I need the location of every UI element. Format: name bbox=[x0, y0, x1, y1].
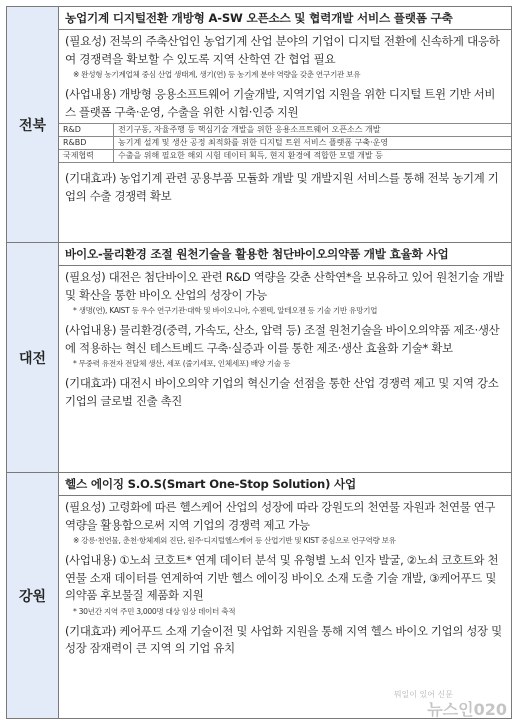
content-note: * 30년간 지역 주민 3,000명 대상 임상 데이터 축적 bbox=[73, 606, 236, 616]
row-value: 수출을 위해 필요한 해외 시험 데이터 획득, 현지 환경에 적합한 모델 개발 등 bbox=[114, 150, 512, 163]
region-content bbox=[59, 7, 511, 242]
need-item: (필요성) 전북의 주축산업인 농업기계 산업 분야의 기업이 디지털 전환에 신속하게 대응하여 경쟁력을 확보할 수 있도록 지역 산학연 간 협업 필요 bbox=[65, 34, 500, 66]
row-value: 전기구동, 자율주행 등 핵심기술 개발을 위한 응용소프트웨어 오픈소스 개발 bbox=[114, 124, 512, 137]
row-key: 국제협력 bbox=[59, 150, 114, 163]
project-title: 바이오-물리환경 조절 원천기술을 활용한 첨단바이오의약품 개발 효율화 사업 bbox=[59, 243, 511, 266]
watermark-subtext: 뭐일이 있어 신문 bbox=[393, 690, 453, 699]
project-title: 헬스 에이징 S.O.S(Smart One-Stop Solution) 사업 bbox=[59, 473, 511, 496]
watermark-logo: 뉴스인020 bbox=[427, 700, 507, 719]
effect-item: (기대효과) 케어푸드 소재 기술이전 및 사업화 지원을 통해 지역 헬스 바이오 기업의 성장 및 성장 잠재력이 큰 지역 의 기업 유치 bbox=[65, 623, 502, 655]
project-title: 농업기계 디지털전환 개방형 A-SW 오픈소스 및 협력개발 서비스 플랫폼 구축 bbox=[59, 7, 511, 30]
region-row-jeonbuk bbox=[7, 7, 511, 243]
table-row bbox=[59, 137, 511, 150]
need-note: * 생명(연), KAIST 등 우수 연구기관·대학 및 바이오니아, 수젠텍, 알테오젠 등 기술 기반 유망기업 bbox=[73, 306, 378, 315]
effect-item: (기대효과) 농업기계 관련 공용부품 모듈화 개발 및 개발지원 서비스를 통해 전북 농기계 기업의 수출 경쟁력 확보 bbox=[65, 171, 499, 203]
row-key: R&BD bbox=[59, 137, 114, 150]
row-value: 농기계 설계 및 생산 공정 최적화를 위한 디지털 트윈 서비스 플랫폼 구축·운영 bbox=[114, 137, 512, 150]
region-label: 강원 bbox=[7, 473, 59, 718]
region-label: 대전 bbox=[7, 243, 59, 472]
region-row-daejeon bbox=[7, 243, 511, 473]
content-item: (사업내용) 물리환경(중력, 가속도, 산소, 압력 등) 조절 원천기술을 바이오의약품 제조·생산에 적용하는 혁신 테스트베드 구축·실증과 이를 통한 제조·생산 효율화 기술* 확보 bbox=[65, 323, 500, 355]
detail-table bbox=[59, 123, 511, 163]
need-item: (필요성) 고령화에 따른 헬스케어 산업의 성장에 따라 강원도의 천연물 자원과 천연물 연구역량을 활용함으로써 지역 기업의 경쟁력 제고 가능 bbox=[65, 500, 496, 532]
need-item: (필요성) 대전은 첨단바이오 관련 R&D 역량을 갖춘 산학연*을 보유하고 있어 원천기술 개발 및 확산을 통한 바이오 산업의 성장이 가능 bbox=[65, 270, 504, 302]
region-content bbox=[59, 243, 511, 472]
region-label: 전북 bbox=[7, 7, 59, 242]
content-item: (사업내용) ①노쇠 코호트* 연계 데이터 분석 및 유형별 노쇠 인자 발굴, ②노쇠 코호트와 천연물 소재 데이터를 연계하여 기반 헬스 에이징 바이오 소재 도출 기술 개발, ③케어푸드 및 의약품 후보물질 제품화 지원 bbox=[65, 553, 499, 602]
region-content bbox=[59, 473, 511, 718]
content-item: (사업내용) 개방형 응용소프트웨어 기술개발, 지역기업 지원을 위한 디지털 트윈 기반 서비스 플랫폼 구축·운영, 수출을 위한 시험·인증 지원 bbox=[65, 87, 496, 119]
content-note: * 무중력 유전자 전달체 생산, 세포 (줄기세포, 인체세포) 배양 기술 등 bbox=[73, 359, 291, 368]
project-table bbox=[6, 6, 512, 719]
need-note: ※ 완성형 농기계업체 중심 산업 생태계, 생기(연) 등 농기계 분야 역량을 갖춘 연구기관 보유 bbox=[73, 70, 361, 79]
table-row bbox=[59, 150, 511, 163]
need-note: ※ 강릉·천연물, 춘천·항체제외 진단, 원주·디지털헬스케어 등 산업기반 및 KIST 중심으로 연구역량 보유 bbox=[73, 536, 396, 545]
table-row bbox=[59, 124, 511, 137]
effect-item: (기대효과) 대전시 바이오의약 기업의 혁신기술 선점을 통한 산업 경쟁력 제고 및 지역 강소기업의 글로벌 진출 촉진 bbox=[65, 376, 499, 408]
region-row-gangwon bbox=[7, 473, 511, 718]
row-key: R&D bbox=[59, 124, 114, 137]
